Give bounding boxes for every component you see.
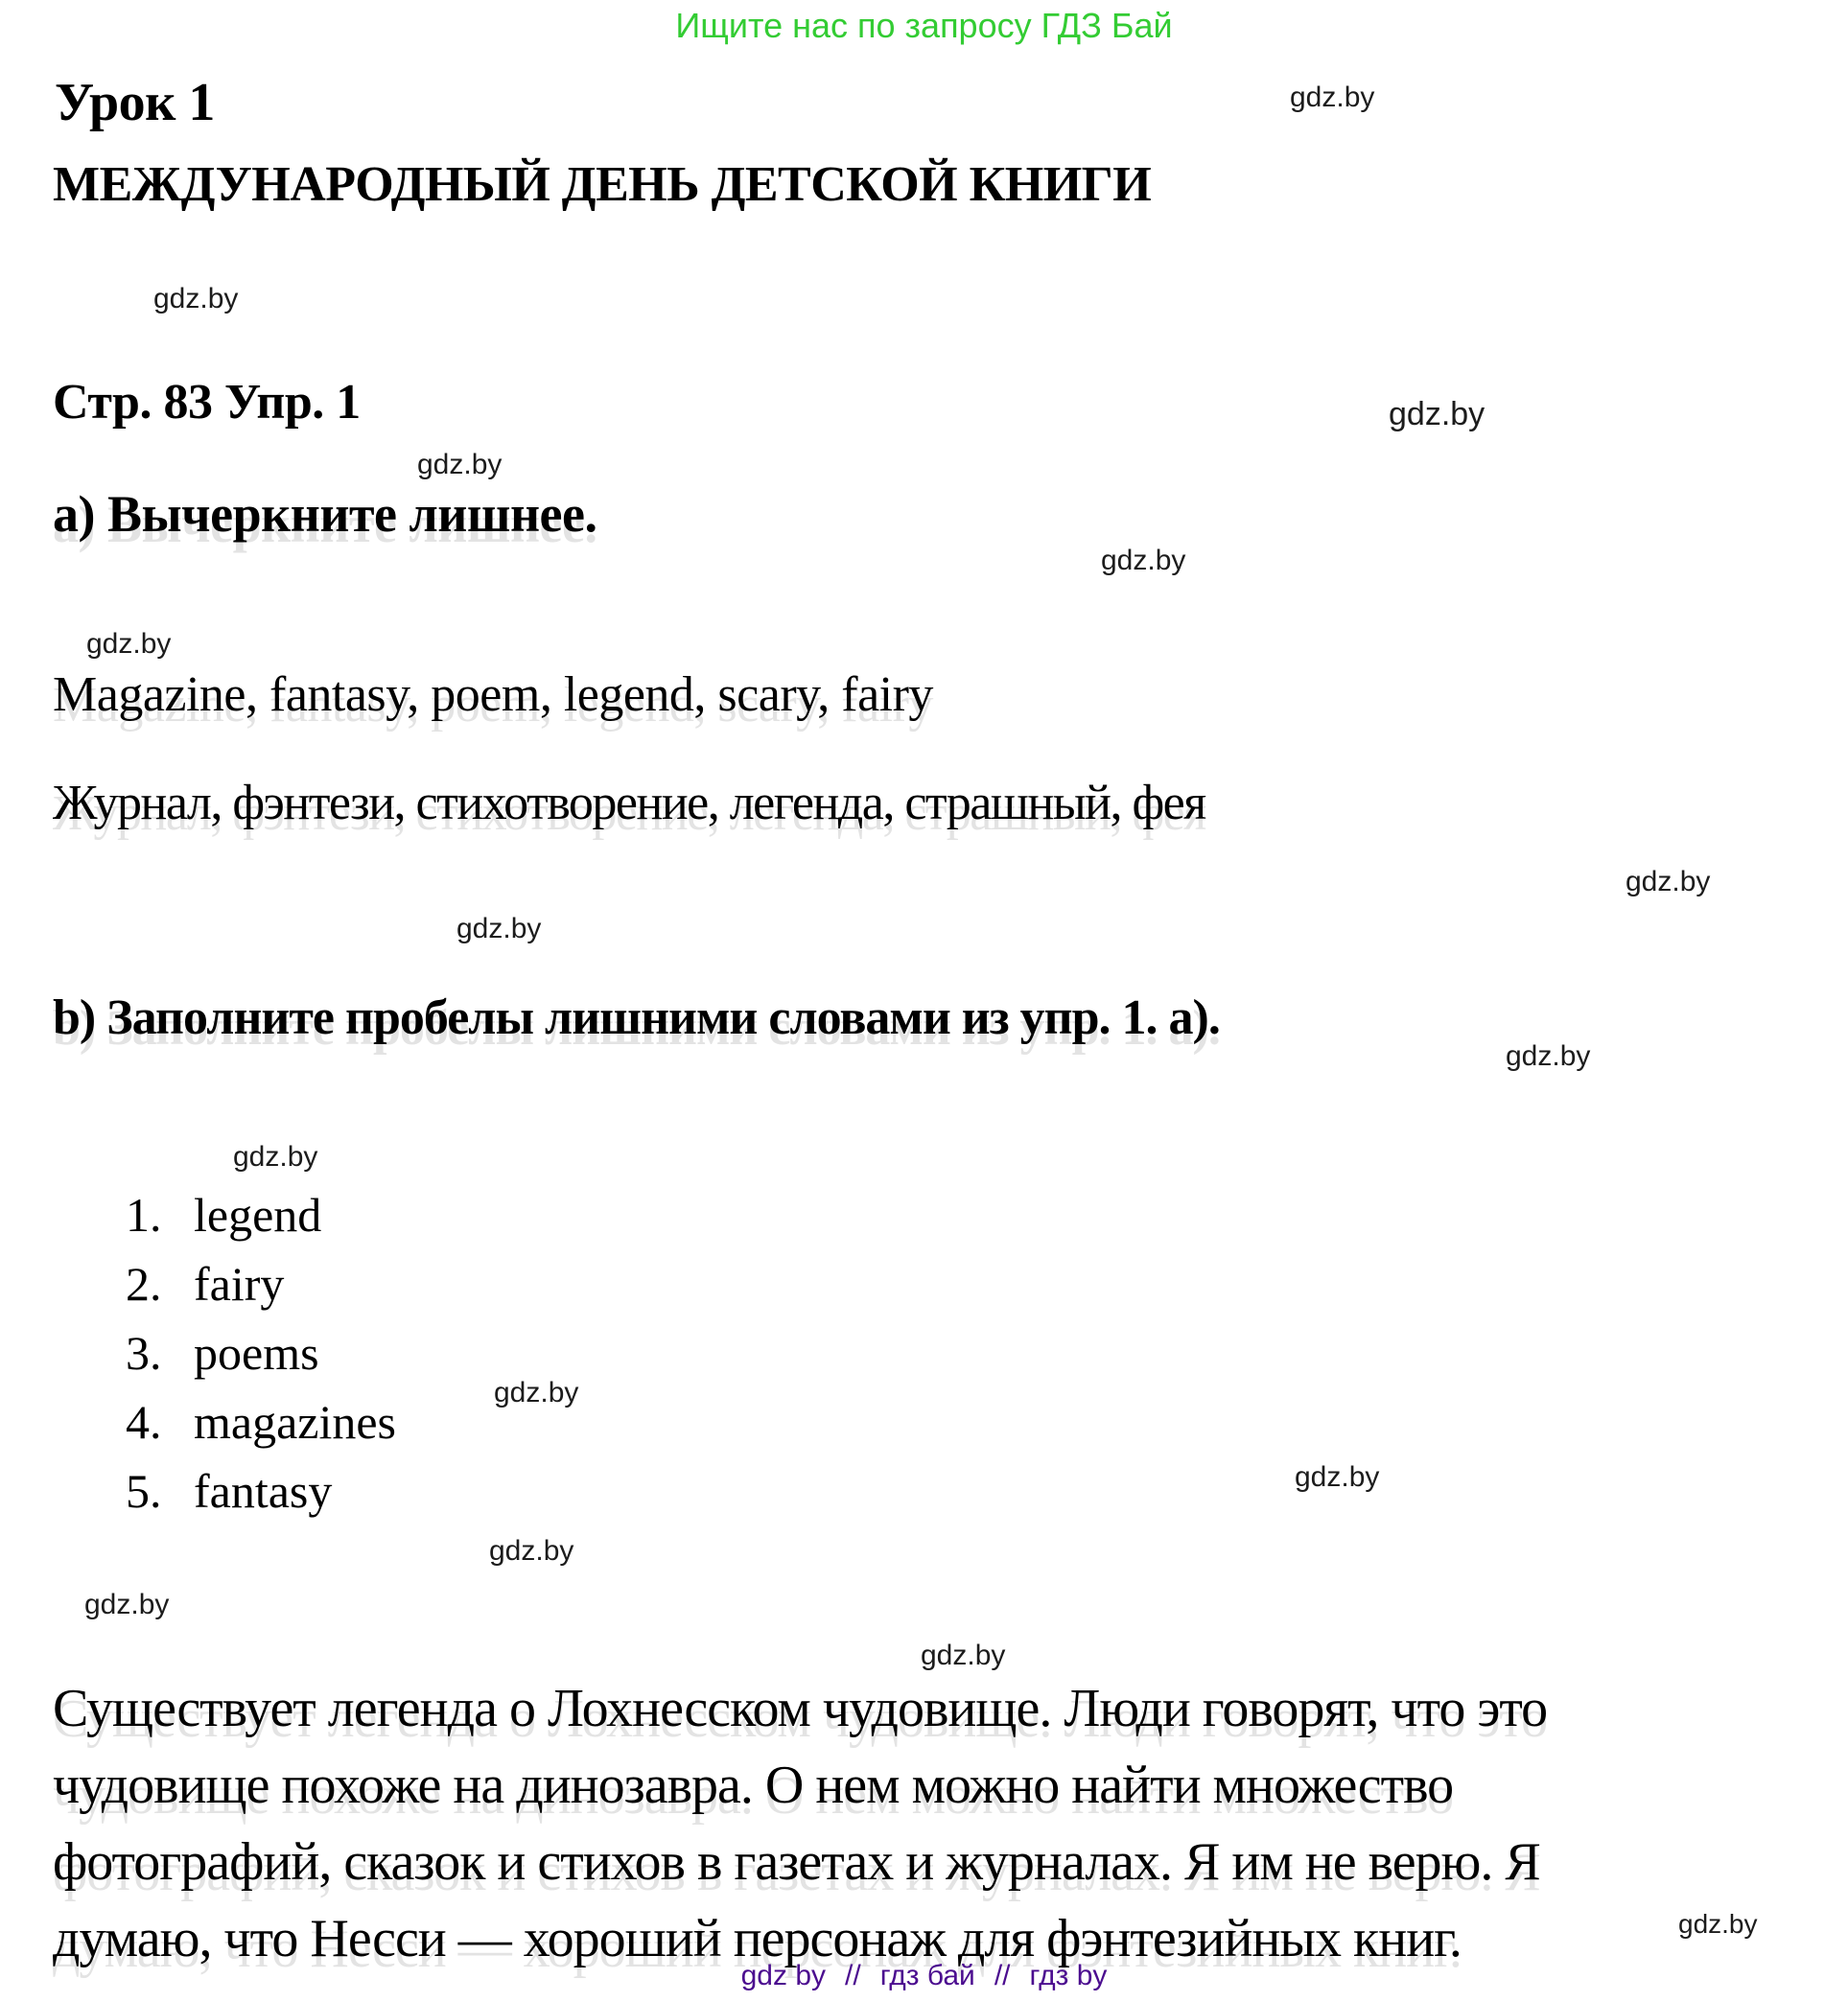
answer-word: poems [194,1326,319,1380]
gdzby-watermark: gdz.by [494,1377,579,1408]
answers-list [126,1185,396,1530]
exercise-heading: Стр. 83 Упр. 1 [53,375,361,430]
footer-link[interactable]: гдз by [1029,1960,1108,1991]
answer-item [126,1254,396,1323]
gdzby-watermark: gdz.by [456,913,542,944]
footer-separator: // [845,1960,861,1991]
answer-item [126,1185,396,1254]
gdzby-watermark: gdz.by [921,1640,1006,1671]
answer-word: fantasy [194,1464,333,1518]
gdzby-watermark: gdz.by [489,1535,574,1567]
answer-item [126,1392,396,1461]
paragraph-line: думаю, что Несси — хороший персонаж для фэнтезийных книг. [53,1909,1462,1968]
promo-banner: Ищите нас по запросу ГДЗ Бай [675,6,1173,45]
task-b-heading: b) Заполните пробелы лишними словами из упр. 1. a). [53,990,1220,1045]
paragraph-line: Существует легенда о Лохнесском чудовище. Люди говорят, что это [53,1679,1548,1738]
paragraph-line: чудовище похоже на динозавра. О нем можно найти множество [53,1756,1454,1815]
gdzby-watermark: gdz.by [417,449,503,480]
chapter-title: МЕЖДУНАРОДНЫЙ ДЕНЬ ДЕТСКОЙ КНИГИ [53,157,1152,212]
gdzby-watermark: gdz.by [86,628,172,660]
paragraph-line: фотографий, сказок и стихов в газетах и журналах. Я им не верю. Я [53,1832,1540,1892]
gdzby-watermark: gdz.by [1101,545,1186,576]
gdzby-watermark: gdz.by [1295,1461,1380,1493]
word-list-english: Magazine, fantasy, poem, legend, scary, fairy [53,667,933,722]
answer-word: legend [194,1188,322,1242]
answer-number: 2. [126,1257,162,1311]
answer-word: fairy [194,1257,285,1311]
answer-number: 4. [126,1395,162,1449]
answer-number: 5. [126,1464,162,1518]
gdzby-watermark: gdz.by [1389,396,1485,432]
gdzby-watermark: gdz.by [1506,1040,1591,1072]
gdzby-watermark: gdz.by [84,1589,170,1620]
answer-word: magazines [194,1395,397,1449]
answer-number: 3. [126,1326,162,1380]
answer-number: 1. [126,1188,162,1242]
gdzby-watermark: gdz.by [1626,866,1711,897]
footer-link[interactable]: gdz by [740,1960,827,1991]
answer-item [126,1323,396,1392]
footer-link[interactable]: гдз бай [879,1960,975,1991]
gdzby-watermark: gdz.by [233,1141,318,1173]
footer [0,1960,1848,1992]
gdzby-watermark: gdz.by [153,283,239,314]
word-list-russian: Журнал, фэнтези, стихотворение, легенда, страшный, фея [53,776,1205,830]
task-a-heading: a) Вычеркните лишнее. [53,485,597,543]
footer-separator: // [994,1960,1011,1991]
answer-item [126,1461,396,1530]
gdzby-watermark: gdz.by [1290,81,1375,113]
translation-paragraph [53,1670,1547,1977]
lesson-title: Урок 1 [55,73,215,132]
gdzby-watermark: gdz.by [1678,1909,1758,1939]
